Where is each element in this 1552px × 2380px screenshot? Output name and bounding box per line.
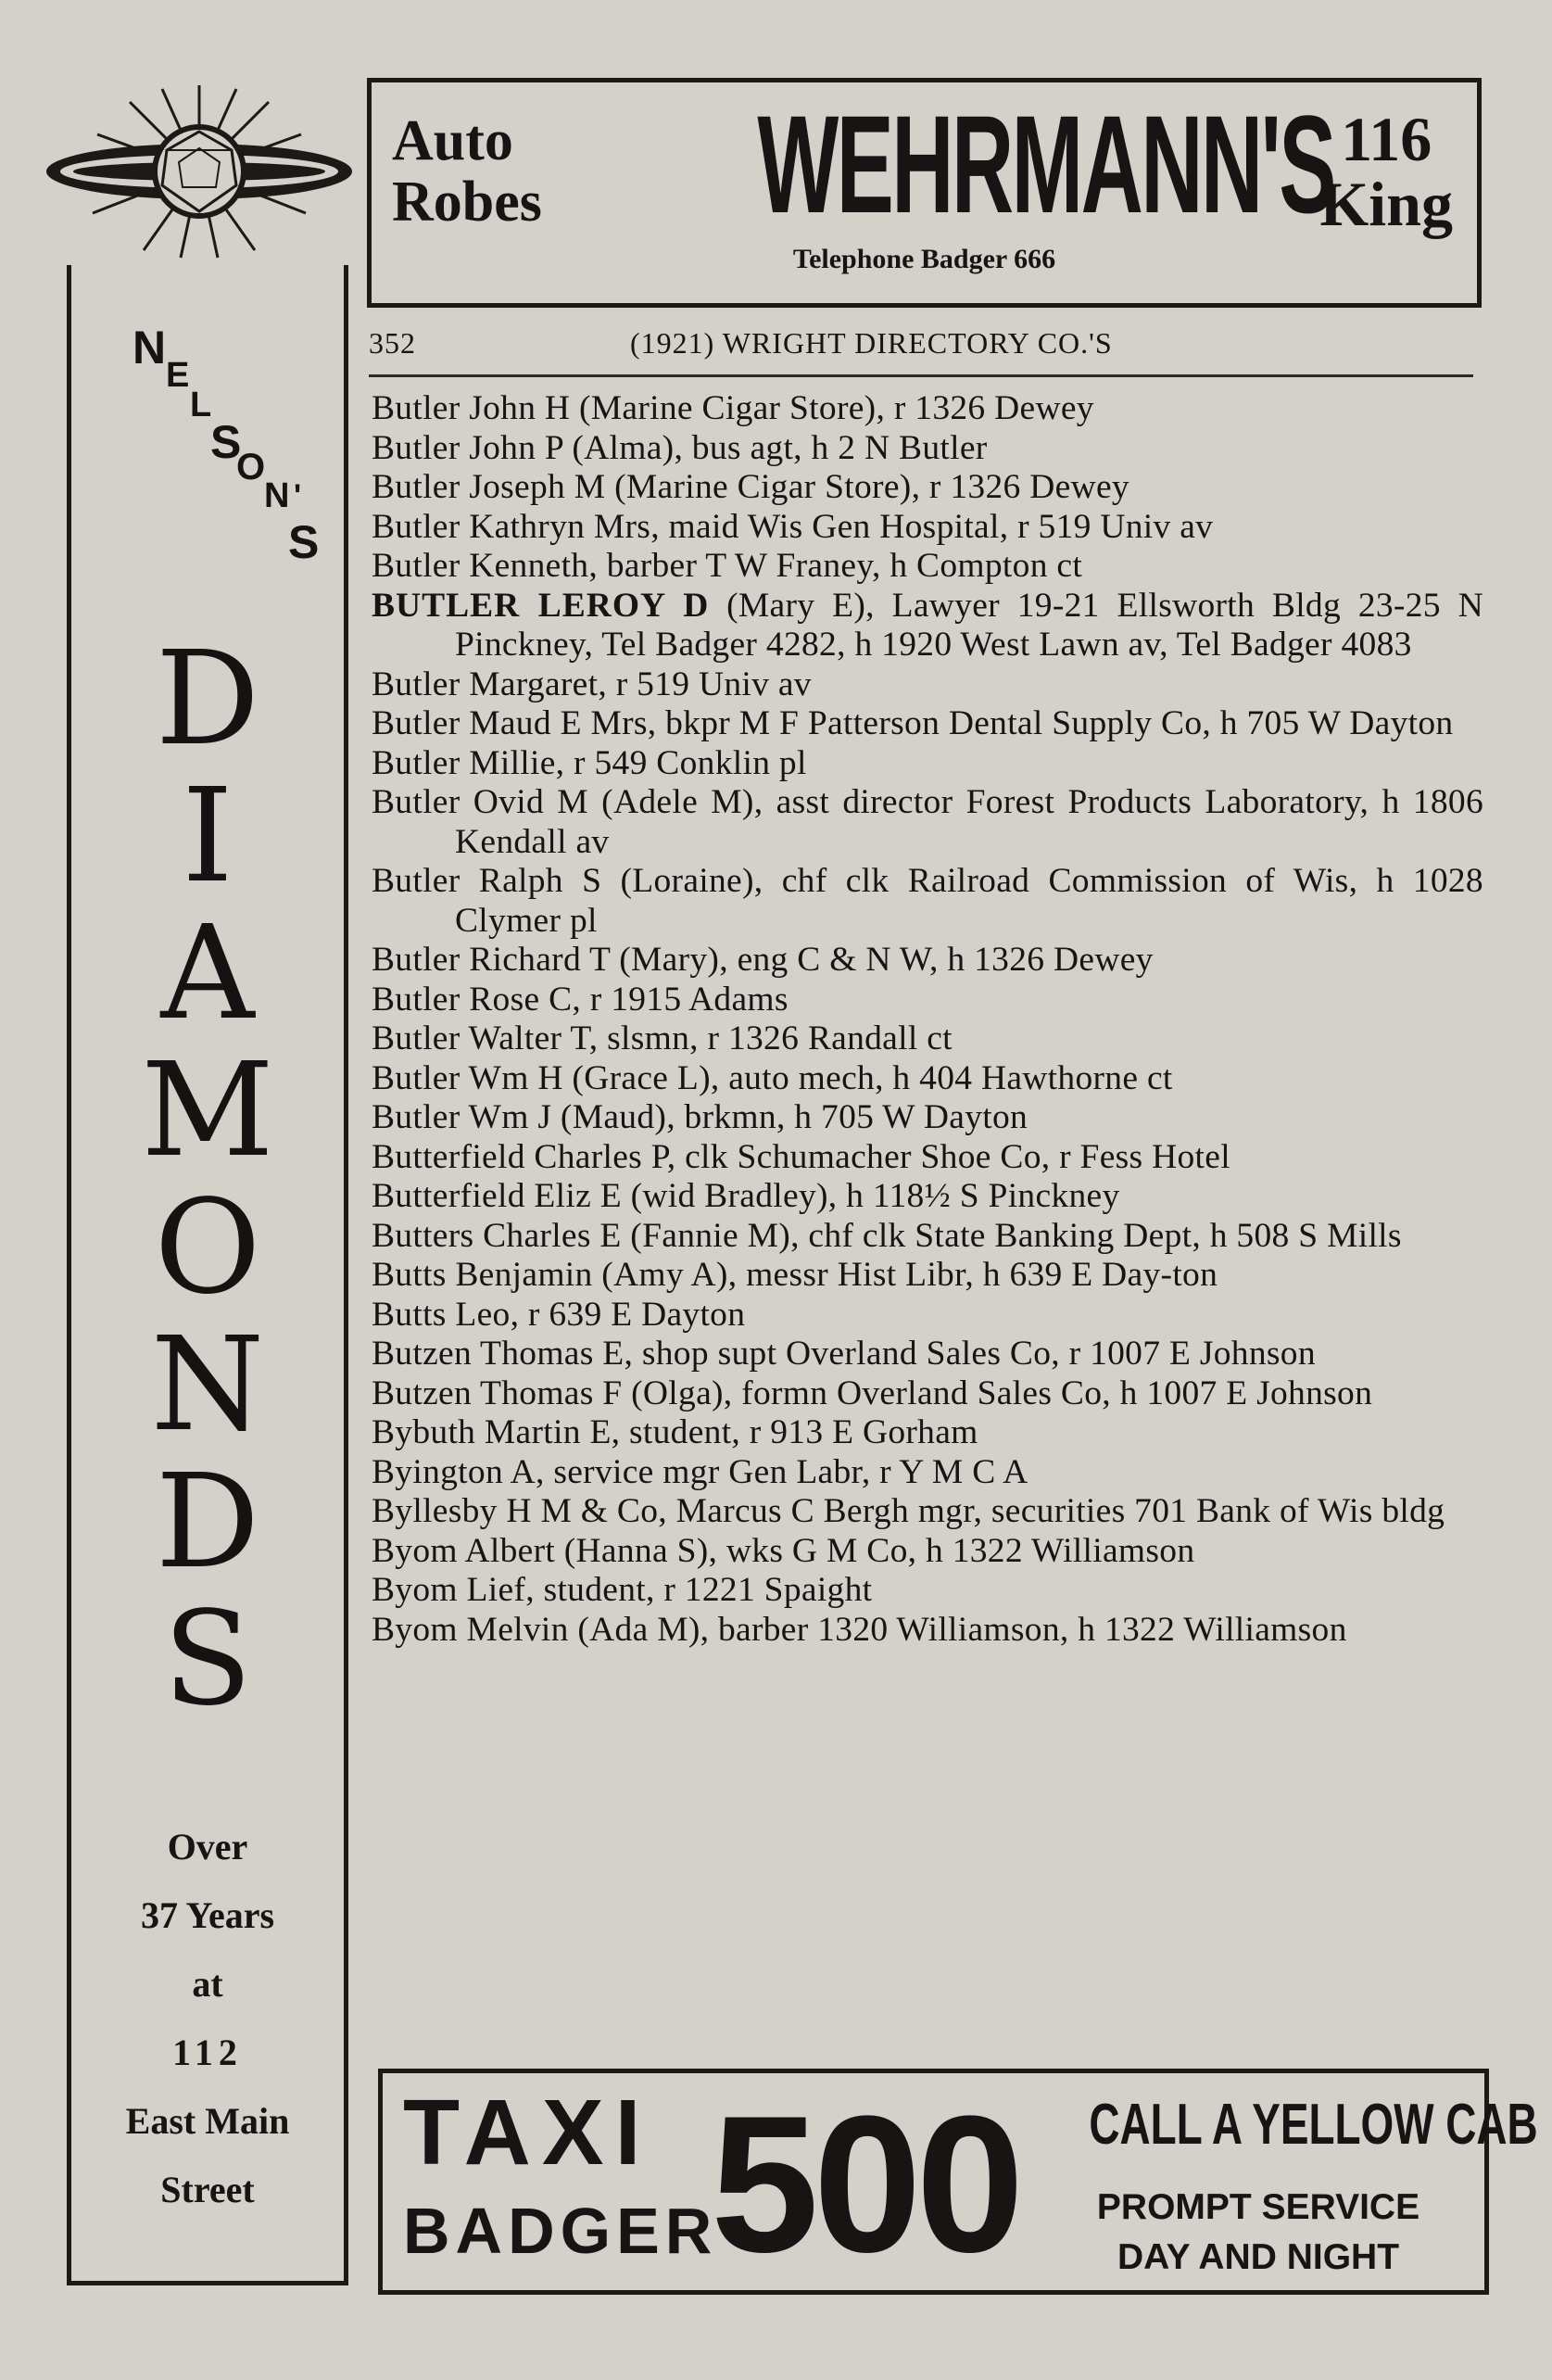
directory-entry [372, 1098, 1483, 1138]
directory-entry [372, 1413, 1483, 1453]
directory-entry [372, 1374, 1483, 1414]
telephone-text: Telephone Badger 666 [792, 244, 1056, 274]
entry-text: Butterfield Charles P, clk Schumacher Shoe Co, r Fess Hotel [372, 1137, 1230, 1176]
entry-text: Butler John P (Alma), bus agt, h 2 N Butler [372, 428, 988, 467]
entry-text: Bybuth Martin E, student, r 913 E Gorham [372, 1413, 978, 1451]
logo-letter: S [288, 516, 320, 568]
directory-entry [372, 508, 1483, 548]
entry-text: Butzen Thomas E, shop supt Overland Sales Co, r 1007 E Johnson [372, 1335, 1316, 1373]
entry-text: Butler Margaret, r 519 Univ av [372, 665, 812, 703]
directory-entry [372, 783, 1483, 862]
entry-text: Butler Maud E Mrs, bkpr M F Patterson Dental Supply Co, h 705 W Dayton [372, 704, 1454, 742]
logo-letter: E [166, 356, 190, 395]
footer-line: 112 [172, 2032, 243, 2073]
directory-entry [372, 547, 1483, 587]
directory-entry [372, 704, 1483, 744]
entry-text: Byom Melvin (Ada M), barber 1320 Williamson, h 1322 Williamson [372, 1610, 1347, 1649]
entry-text: Butzen Thomas F (Olga), formn Overland Sales Co, h 1007 E Johnson [372, 1374, 1373, 1412]
entry-text: Butler Rose C, r 1915 Adams [372, 980, 789, 1019]
entry-text: Butler Kenneth, barber T W Franey, h Compton ct [372, 547, 1083, 585]
diamond-ring-illustration [42, 83, 357, 260]
running-head: (1921) WRIGHT DIRECTORY CO.'S [630, 326, 1113, 360]
directory-entry [372, 1138, 1483, 1178]
entry-text: Butterfield Eliz E (wid Bradley), h 118½ S Pinckney [372, 1177, 1120, 1215]
badger-text: BADGER [403, 2195, 718, 2267]
directory-entry [372, 862, 1483, 941]
directory-entry [372, 1611, 1483, 1651]
directory-entry [372, 587, 1483, 665]
directory-entry [372, 1532, 1483, 1572]
directory-entry [372, 1453, 1483, 1493]
logo-letter: O [236, 447, 266, 487]
directory-entry [372, 744, 1483, 784]
directory-entry [372, 665, 1483, 705]
directory-entry [372, 468, 1483, 508]
footer-line: 37 Years [140, 1894, 275, 1936]
entry-text: Byllesby H M & Co, Marcus C Bergh mgr, securities 701 Bank of Wis bldg [372, 1492, 1445, 1530]
auto-robes-text [392, 110, 542, 233]
entry-text: Butler Kathryn Mrs, maid Wis Gen Hospital, r 519 Univ av [372, 507, 1214, 546]
entry-text: Byom Albert (Hanna S), wks G M Co, h 1322 Williamson [372, 1531, 1195, 1570]
directory-entry [372, 941, 1483, 981]
entry-text: Byom Lief, student, r 1221 Spaight [372, 1571, 873, 1609]
entry-text: Butters Charles E (Fannie M), chf clk State Banking Dept, h 508 S Mills [372, 1216, 1402, 1255]
wehrmanns-brand: WEHRMANN'S [757, 86, 1334, 242]
directory-entry [372, 1335, 1483, 1374]
prompt-service-text [1041, 2183, 1476, 2283]
ad-text-line: 116 [1341, 104, 1432, 174]
call-yellow-cab-text: CALL A YELLOW CAB [1089, 2093, 1538, 2157]
logo-letter: N [132, 322, 167, 373]
logo-letter: ' [294, 478, 302, 513]
entry-text: Butler Ovid M (Adele M), asst director Forest Products Laboratory, h 1806 Kendall av [372, 783, 1483, 861]
entry-text: Butler Joseph M (Marine Cigar Store), r 1326 Dewey [372, 468, 1129, 506]
directory-entry [372, 1571, 1483, 1611]
headline-letter: N [150, 1310, 265, 1461]
logo-letter: L [190, 386, 212, 424]
entry-text: Butts Leo, r 639 E Dayton [372, 1295, 746, 1334]
directory-entry [372, 1019, 1483, 1059]
ad-text-line: Auto [392, 109, 513, 172]
taxi-text: TAXI [403, 2081, 652, 2184]
directory-entry [372, 1492, 1483, 1532]
ad-text-line: DAY AND NIGHT [1117, 2237, 1400, 2277]
entry-text: Butler Ralph S (Loraine), chf clk Railroad Commission of Wis, h 1028 Clymer pl [372, 862, 1483, 940]
nelsons-diamonds-ad [67, 265, 348, 2285]
directory-entry [372, 1256, 1483, 1296]
ad-text-line: King [1319, 169, 1453, 239]
logo-letter: N [264, 476, 290, 515]
entry-text: Butler Walter T, slsmn, r 1326 Randall ct [372, 1019, 953, 1057]
headline-letter: A [160, 898, 255, 1049]
headline-letter: I [182, 761, 233, 912]
entry-text: Butler Wm H (Grace L), auto mech, h 404 Hawthorne ct [372, 1058, 1173, 1097]
footer-line: at [192, 1963, 223, 2005]
phone-number: 500 [711, 2075, 1019, 2293]
headline-letter: D [155, 624, 260, 775]
entry-text: Butler Richard T (Mary), eng C & N W, h 1326 Dewey [372, 941, 1154, 979]
footer-line: Over [167, 1826, 248, 1867]
directory-listings [372, 389, 1483, 1650]
headline-letter: M [141, 1035, 274, 1186]
entry-text: (Mary E), Lawyer 19-21 Ellsworth Bldg 23-25 N Pinckney, Tel Badger 4282, h 1920 West Lawn av, Tel Badger 4083 [455, 586, 1484, 664]
logo-letter: S [210, 416, 242, 468]
directory-entry [372, 981, 1483, 1020]
entry-text: Butler Wm J (Maud), brkmn, h 705 W Dayton [372, 1098, 1028, 1136]
entry-text: Butler John H (Marine Cigar Store), r 1326 Dewey [372, 389, 1094, 427]
sidebar-footer [71, 1813, 344, 2224]
wehrmanns-ad [367, 78, 1482, 308]
ad-text-line: Robes [392, 171, 542, 234]
headline-letter: D [155, 1447, 260, 1598]
directory-entry [372, 389, 1483, 429]
yellow-cab-ad [378, 2069, 1538, 2295]
entry-text: Butler Millie, r 549 Conklin pl [372, 743, 807, 782]
directory-entry [372, 1296, 1483, 1336]
directory-entry [372, 429, 1483, 469]
entry-bold-name: BUTLER LEROY D [372, 586, 710, 625]
page-header [369, 323, 1473, 377]
address-text [1319, 104, 1453, 239]
directory-entry [372, 1217, 1483, 1257]
directory-entry [372, 1059, 1483, 1099]
entry-text: Butts Benjamin (Amy A), messr Hist Libr, h 639 E Day-ton [372, 1256, 1218, 1294]
diamonds-headline [71, 624, 344, 1735]
footer-line: East Main [125, 2100, 290, 2142]
nelsons-logo [99, 321, 340, 568]
directory-entry [372, 1177, 1483, 1217]
footer-line: Street [160, 2169, 255, 2210]
headline-letter: S [163, 1584, 252, 1735]
ad-text-line: PROMPT SERVICE [1096, 2187, 1420, 2227]
page-number: 352 [369, 326, 416, 360]
entry-text: Byington A, service mgr Gen Labr, r Y M C A [372, 1452, 1028, 1491]
headline-letter: O [154, 1172, 261, 1323]
